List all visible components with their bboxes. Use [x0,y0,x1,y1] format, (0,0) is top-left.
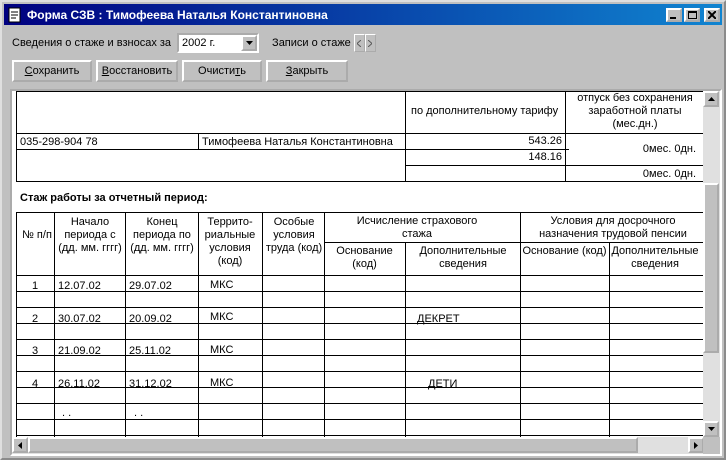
save-button[interactable] [12,60,92,82]
row3-territorial: МКС [210,344,234,356]
table-row-line [16,212,704,213]
year-select[interactable] [177,33,259,53]
horizontal-scrollbar[interactable] [12,437,704,454]
arrow-up-icon [708,97,715,101]
summary-line-1 [16,133,704,134]
table-row-line [16,307,704,308]
maximize-icon [688,11,697,19]
year-value: 2002 г. [182,37,216,49]
close-icon [708,11,716,19]
leave-2: 0мес. 0дн. [642,168,696,180]
window-title: Форма СЗВ : Тимофеева Наталья Константиновна [27,7,328,22]
empty-row-end: . . [134,407,144,419]
table-row-line [16,435,704,436]
minimize-icon [670,11,678,19]
horizontal-scroll-thumb[interactable] [28,437,638,453]
close-button[interactable] [704,8,720,22]
save-hotkey: С [24,65,33,77]
row4-num: 4 [32,378,39,390]
vertical-scroll-thumb[interactable] [703,183,719,353]
row4-territorial: МКС [210,377,234,389]
document-pane[interactable] [10,89,722,456]
scroll-right-button[interactable] [688,437,704,453]
table-row-line [324,242,704,243]
dropdown-button[interactable] [241,35,257,51]
chevron-down-icon [246,41,253,45]
row2-num: 2 [32,313,39,325]
table-row-line [16,275,704,276]
chevron-right-icon [368,40,372,47]
header-insurance: Исчисление страхового стажа [356,215,478,240]
leave-1: 0мес. 0дн. [642,143,696,155]
vertical-scrollbar[interactable] [703,91,720,437]
summary-line-2 [16,149,569,150]
snils-value: 035-298-904 78 [20,136,98,148]
header-territorial: Террито-риальные условия (код) [204,216,256,267]
table-row-line [16,339,704,340]
table-row-line [16,419,704,420]
additional-tariff-header: по дополнительному тарифу [411,105,559,117]
summary-bottom-border [16,181,704,182]
header-end: Конец периода по (дд. мм. гггг) [130,216,194,254]
table-row-line [16,355,704,356]
row3-start: 21.09.02 [58,345,101,357]
row3-num: 3 [32,345,39,357]
amount-2: 148.16 [528,151,562,163]
title-bar[interactable] [4,4,722,25]
header-pension-extra: Дополнительные сведения [611,245,699,270]
row2-start: 30.07.02 [58,313,101,325]
empty-row-start: . . [62,407,72,419]
scroll-up-button[interactable] [703,91,719,107]
row1-territorial: МКС [210,279,234,291]
period-label: Сведения о стаже и взносах за [12,37,172,49]
row4-start: 26.11.02 [58,378,101,390]
summary-divider-fio [198,133,199,149]
document-content [12,91,704,437]
prev-record-button[interactable] [354,34,365,52]
scrollbar-corner [703,437,720,454]
row2-insurance-extra: ДЕКРЕТ [417,313,460,325]
table-row-line [16,387,704,388]
header-insurance-extra: Дополнительные сведения [419,245,507,270]
arrow-down-icon [708,427,715,431]
close-label: акрыть [292,65,329,77]
table-row-line [16,291,704,292]
summary-divider-1 [405,91,406,181]
header-num: № п/п [22,229,52,241]
clear-button[interactable] [182,60,262,82]
restore-label: осстановить [109,65,173,77]
row3-end: 25.11.02 [129,345,172,357]
header-pension: Условия для досрочного назначения трудовой пенсии [539,215,687,240]
clear-label-end: ь [240,65,246,77]
header-start: Начало периода с (дд. мм. гггг) [58,216,122,254]
header-insurance-basis: Основание (код) [336,245,393,270]
header-pension-basis: Основание (код) [522,245,607,257]
summary-divider-2 [565,91,566,181]
row2-end: 20.09.02 [129,313,172,325]
maximize-button[interactable] [684,8,700,22]
clear-hotkey: т [235,65,241,77]
save-label: охранить [32,65,80,77]
close-form-button[interactable] [266,60,348,82]
header-special: Особые условия труда (код) [265,216,323,254]
arrow-left-icon [18,442,22,449]
table-row-line [16,371,704,372]
row1-num: 1 [32,280,39,292]
records-label: Записи о стаже [272,37,351,49]
unpaid-leave-header: отпуск без сохранения заработной платы (мес.дн.) [577,92,693,130]
fio-value: Тимофеева Наталья Константиновна [202,136,393,148]
row1-start: 12.07.02 [58,280,101,292]
next-record-button[interactable] [365,34,376,52]
arrow-right-icon [694,442,698,449]
chevron-left-icon [357,40,361,47]
section-title: Стаж работы за отчетный период: [20,192,208,204]
scroll-down-button[interactable] [703,421,719,437]
row4-end: 31.12.02 [129,378,172,390]
table-row-line [16,403,704,404]
row1-end: 29.07.02 [129,280,172,292]
restore-button[interactable] [96,60,178,82]
amount-1: 543.26 [528,135,562,147]
document-icon [7,7,23,23]
close-hotkey: З [285,65,293,77]
restore-hotkey: В [101,65,110,77]
clear-label-start: Очисти [198,65,236,77]
summary-line-3 [405,165,704,166]
table-row-line [16,323,704,324]
minimize-button[interactable] [666,8,682,22]
row4-insurance-extra: ДЕТИ [428,378,458,390]
row2-territorial: МКС [210,311,234,323]
summary-left-border [16,91,17,181]
scroll-left-button[interactable] [12,437,28,453]
